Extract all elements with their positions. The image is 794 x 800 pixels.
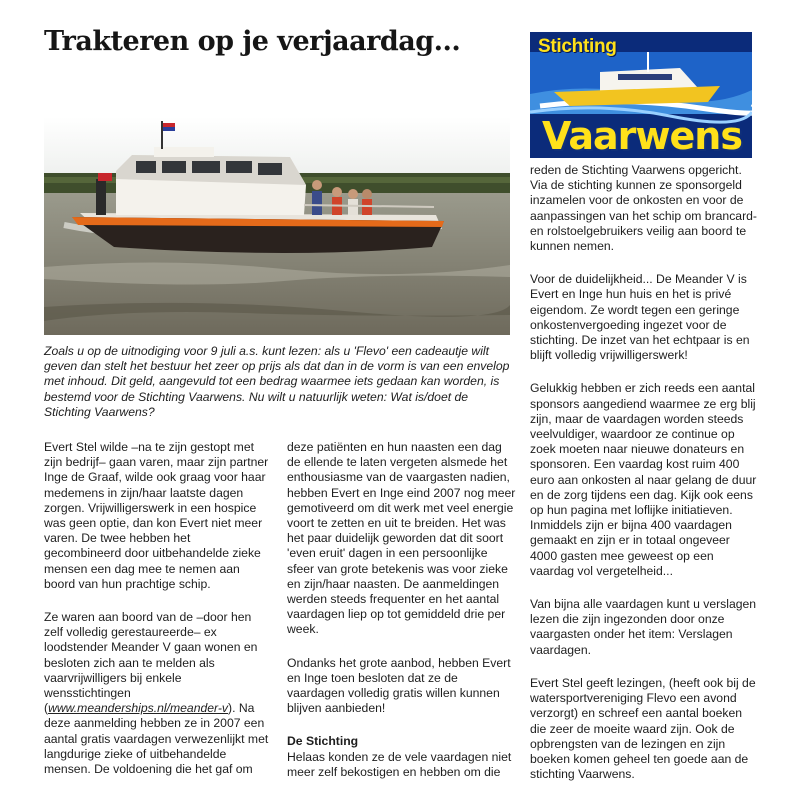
stichting-vaarwens-logo [530,32,752,158]
col2-paragraph-1: deze patiënten en hun naasten een dag de ellende te laten vergeten alsmede het enthousiasme van de vaargasten nadien, hebben Evert en Inge eind 2007 nog meer gemotiveerd om dit werk met veel energie voort te zetten en uit te breiden. Het was het paar duidelijk geworden dat dit soort 'even eruit' dagen in een persoonlijke sfeer van grote betekenis was voor zieke en zijn/haar naasten. De aanmeldingen werden steeds frequenter en het aantal vaardagen liep op tot gemiddeld drie per week. [287,440,516,637]
column-1 [44,440,270,795]
col1-paragraph-2 [44,610,270,777]
col1-p2-text-before: Ze waren aan boord van de –door hen zelf volledig gerestaureerde– ex loodstender Meander V gaan wonen en besloten zich aan te melden als vaarvrijwilligers bij enkele wensstichtingen ( [44,610,258,716]
col3-paragraph-4: Van bijna alle vaardagen kunt u verslagen lezen die zijn ingezonden door onze vaargasten onder het item: Verslagen vaardagen. [530,597,757,657]
article-title: Trakteren op je verjaardag... [44,26,461,57]
column-2 [287,440,517,798]
col3-paragraph-5: Evert Stel geeft lezingen, (heeft ook bij de watersportvereniging Flevo een avond verzorgt) en schreef een aantal boeken die zeer de moeite waard zijn. Ook de opbrengsten van de lezingen en zijn boeken komen geheel ten goede aan de stichting Vaarwens. [530,675,756,782]
col3-paragraph-3: Gelukkig hebben er zich reeds een aantal sponsors aangediend waarmee ze erg blij zijn, maar de vaardagen worden steeds veelvuldiger, waardoor ze continue op zoek moeten naar nieuwe donateurs en sponsoren. Een vaardag kost ruim 400 euro aan onkosten al naar gelang de duur en de zorg tijdens een dag. Kijk ook eens op hun pagina met loflijke initiatieven. Inmiddels zijn er bijna 400 vaardagen gemaakt en zijn er in totaal ongeveer 4000 gasten mee geweest op een vaardag vol vergetelheid... [530,381,757,578]
section-heading-de-stichting: De Stichting [287,734,359,749]
col3-paragraph-1: reden de Stichting Vaarwens opgericht. Via de stichting kunnen ze sponsorgeld inzamelen voor de onkosten en voor de aanpassingen van het schip om brancard- en rolstoelgebruikers veilig aan boord te kunnen nemen. [530,163,757,254]
col1-p2-text-after: ). Na deze aanmelding hebben ze in 2007 een aantal gratis vaardagen verwezenlijkt met langdurige zieke of uitbehandelde mensen. De voldoening die het gaf om [44,701,269,777]
col1-paragraph-1: Evert Stel wilde –na te zijn gestopt met zijn bedrijf– gaan varen, maar zijn partner Inge de Graaf, wilde ook graag voor haar medemens in zijn/haar laatste dagen zorgen. Vrijwilligerswerk in een hospice was geen optie, dan kon Evert niet meer varen. De twee hebben het gecombineerd door uitbehandelde zieke mensen een dag mee te nemen aan boord van hun prachtige schip. [44,440,269,591]
boat-photo-illustration [44,117,510,335]
col3-paragraph-2: Voor de duidelijkheid... De Meander V is Evert en Inge hun huis en het is privé eigendom. Ze wordt tegen een geringe onkostenvergoeding ingezet voor de stichting. De inzet van het echtpaar is en blijft volledig vrijwilligerswerk! [530,272,750,363]
meanderships-link[interactable]: www.meanderships.nl/meander-v [48,701,229,716]
intro-paragraph: Zoals u op de uitnodiging voor 9 juli a.s. kunt lezen: als u 'Flevo' een cadeautje wilt geven dan stelt het bestuur het zeer op prijs als dat dan in de vorm is van een envelop met inhoud. Dit geld, aangevuld tot een bedrag waarmee iets gedaan kan worden, is bestemd voor de Stichting Vaarwens. Nu wilt u natuurlijk weten: Wat is/doet de Stichting Vaarwens? [44,344,510,419]
col2-p3-text: Helaas konden ze de vele vaardagen niet meer zelf bekostigen en hebben om die [287,749,512,779]
boat-photo [44,117,510,335]
col2-paragraph-3 [287,734,517,780]
col2-paragraph-2: Ondanks het grote aanbod, hebben Evert en Inge toen besloten dat ze de vaardagen volledig gratis willen kunnen blijven aanbieden! [287,655,511,716]
logo-text-vaarwens: Vaarwens [542,114,742,158]
column-3 [530,163,758,800]
logo-text-stichting: Stichting [538,36,617,57]
